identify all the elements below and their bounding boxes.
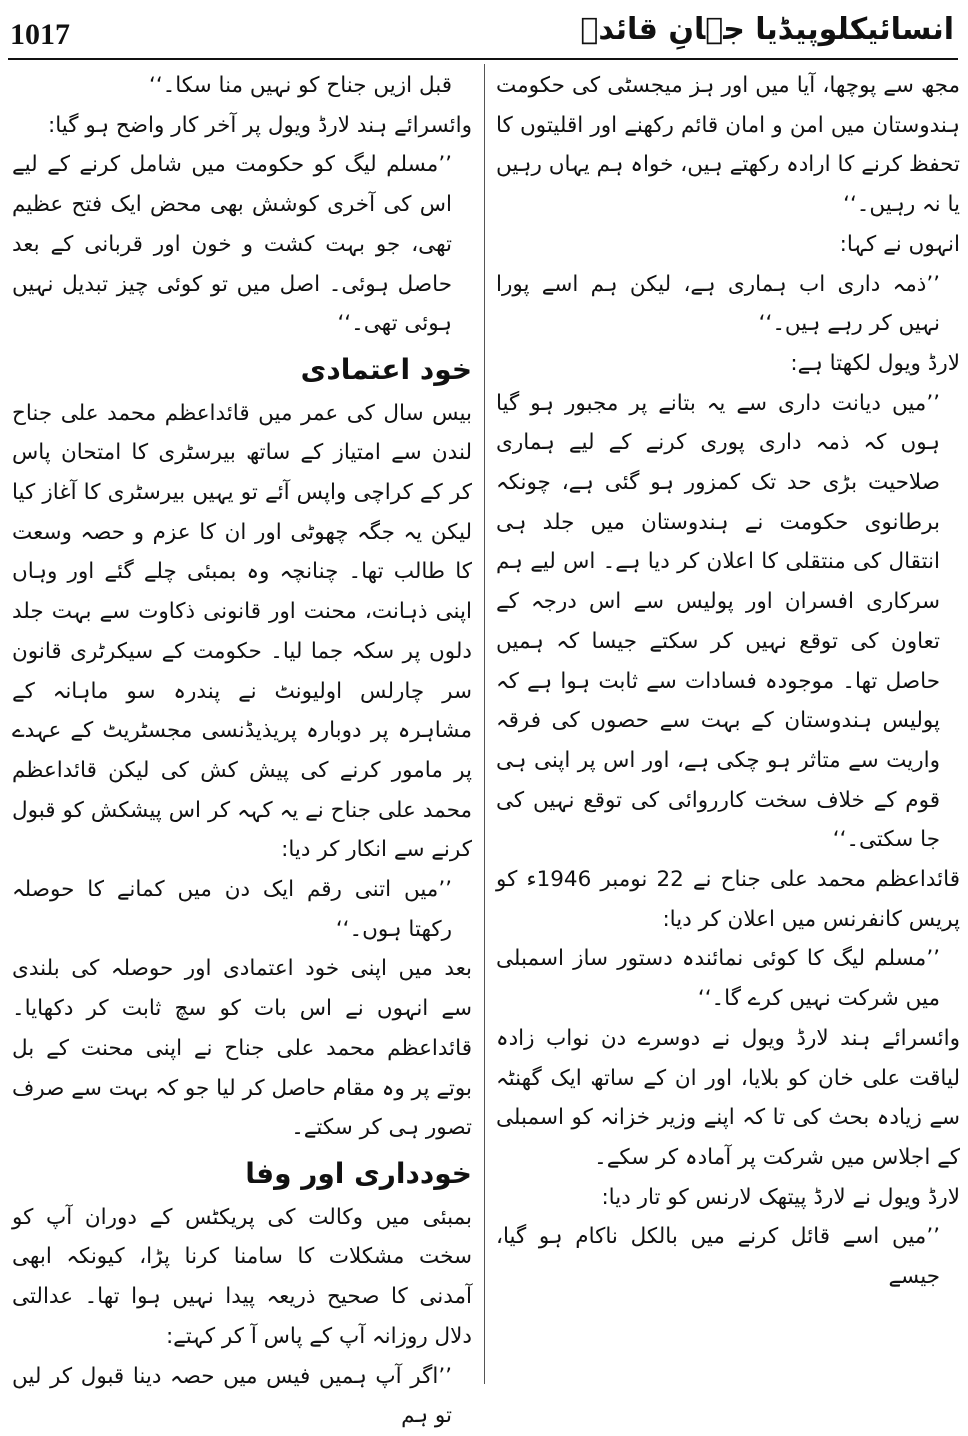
body-paragraph: انہوں نے کہا:: [839, 231, 960, 257]
column-divider: [484, 64, 485, 1384]
section-heading: خود اعتمادی: [300, 352, 472, 386]
quotation-paragraph: ’’میں اسے قائل کرنے میں بالکل ناکام ہو گیا، جیسے: [496, 1224, 940, 1290]
body-paragraph: بیس سال کی عمر میں قائداعظم محمد علی جناح لندن سے امتیاز کے ساتھ بیرسٹری کا امتحان پاس کر کے کراچی واپس آئے تو یہیں بیرسٹری کا آغاز کیا لیکن یہ جگہ چھوٹی اور ان کا عزم و حصہ وسعت کا طالب تھا۔ چنانچہ وہ بمبئی چلے گئے اور وہاں اپنی ذہانت، محنت اور قانونی ذکاوت سے بہت جلد دلوں پر سکہ جما لیا۔ حکومت کے سیکرٹری قانون سر چارلس اولیونٹ نے پندرہ سو ماہانہ کے مشاہرہ پر دوبارہ پریذیڈنسی مجسٹریٹ کے عہدے پر مامور کرنے کی پیش کش کی لیکن قائداعظم محمد علی جناح نے یہ کہہ کر اس پیشکش کو قبول کرنے سے انکار کر دیا:: [12, 400, 472, 863]
book-title: انسائیکلوپیڈیا جہانِ قائدؒ: [580, 12, 954, 47]
body-paragraph: وائسرائے ہند لارڈ ویول پر آخر کار واضح ہو گیا:: [48, 112, 472, 138]
body-paragraph: لارڈ ویول نے لارڈ پیتھک لارنس کو تار دیا:: [601, 1184, 960, 1210]
quotation-paragraph: ’’میں دیانت داری سے یہ بتانے پر مجبور ہو گیا ہوں کہ ذمہ داری پوری کرنے کے لیے ہماری صلاحیت بڑی حد تک کمزور ہو گئی ہے، چونکہ برطانوی حکومت نے ہندوستان میں جلد ہی انتقال کی منتقلی کا اعلان کر دیا ہے۔ اس لیے ہم سرکاری افسران اور پولیس سے اس درجہ کے تعاون کی توقع نہیں کر سکتے جیسا کہ ہمیں حاصل تھا۔ موجودہ فسادات سے ثابت ہوا ہے کہ پولیس ہندوستان کے بہت سے حصوں کی فرقہ واریت سے متاثر ہو چکی ہے، اور اس پر اپنی ہی قوم کے خلاف سخت کارروائی کی توقع نہیں کی جا سکتی۔‘‘: [496, 390, 940, 853]
left-column: [12, 66, 472, 1436]
body-paragraph: وائسرائے ہند لارڈ ویول نے دوسرے دن نواب زادہ لیاقت علی خان کو بلایا، اور ان کے ساتھ ایک گھنٹہ سے زیادہ بحث کی تا کہ اپنے وزیر خزانہ کو اسمبلی کے اجلاس میں شرکت پر آمادہ کر سکے۔: [496, 1025, 960, 1170]
quotation-paragraph: ’’ذمہ داری اب ہماری ہے، لیکن ہم اسے پورا نہیں کر رہے ہیں۔‘‘: [496, 271, 940, 337]
section-heading: خودداری اور وفا: [245, 1156, 472, 1190]
page-number: 1017: [10, 18, 70, 51]
header-rule: [8, 58, 958, 60]
body-paragraph: بمبئی میں وکالت کی پریکٹس کے دوران آپ کو سخت مشکلات کا سامنا کرنا پڑا، کیونکہ ابھی آمدنی کا صحیح ذریعہ پیدا نہیں ہوا تھا۔ عدالتی دلال روزانہ آپ کے پاس آ کر کہتے:: [12, 1204, 472, 1349]
quotation-paragraph: ’’مسلم لیگ کا کوئی نمائندہ دستور ساز اسمبلی میں شرکت نہیں کرے گا۔‘‘: [496, 946, 940, 1012]
quotation-paragraph: ’’میں اتنی رقم ایک دن میں کمانے کا حوصلہ رکھتا ہوں۔‘‘: [12, 877, 452, 942]
right-column: [496, 66, 960, 1297]
quotation-paragraph: ’’مسلم لیگ کو حکومت میں شامل کرنے کے لیے اس کی آخری کوشش بھی محض ایک فتح عظیم تھی، جو بہت کشت و خون اور قربانی کے بعد حاصل ہوئی۔ اصل میں تو کوئی چیز تبدیل نہیں ہوئی تھی۔‘‘: [12, 152, 452, 337]
body-paragraph: مجھ سے پوچھا، آیا میں اور ہز میجسٹی کی حکومت ہندوستان میں امن و امان قائم رکھنے اور اقلیتوں کا تحفظ کرنے کا ارادہ رکھتے ہیں، خواہ ہم یہاں رہیں یا نہ رہیں۔‘‘: [496, 73, 960, 218]
quotation-paragraph: قبل ازیں جناح کو نہیں منا سکا۔‘‘: [148, 73, 452, 98]
quotation-paragraph: ’’اگر آپ ہمیں فیس میں حصہ دینا قبول کر لیں تو ہم: [12, 1363, 452, 1429]
body-paragraph: بعد میں اپنی خود اعتمادی اور حوصلہ کی بلندی سے انہوں نے اس بات کو سچ ثابت کر دکھایا۔ قائداعظم محمد علی جناح نے اپنی محنت کے بل بوتے پر وہ مقام حاصل کر لیا جو کہ بہت سے صرف تصور ہی کر سکتے۔: [12, 956, 472, 1141]
body-paragraph: قائداعظم محمد علی جناح نے 22 نومبر 1946ء کو پریس کانفرنس میں اعلان کر دیا:: [496, 867, 960, 932]
body-paragraph: لارڈ ویول لکھتا ہے:: [790, 350, 960, 376]
